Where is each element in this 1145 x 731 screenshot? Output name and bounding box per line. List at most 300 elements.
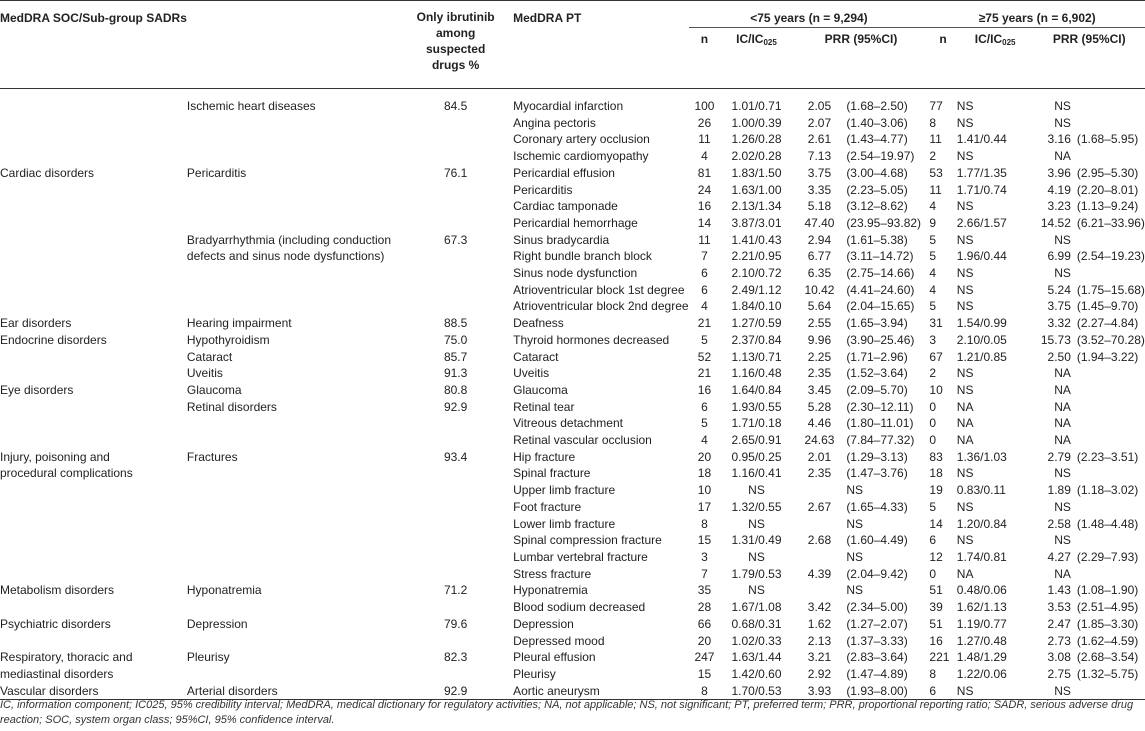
table-row: [0, 399, 1145, 416]
pt-cell: Sinus node dysfunction: [513, 266, 638, 281]
subgroup-cell: Pleurisy: [186, 650, 230, 665]
subgroup-cell: [187, 516, 410, 533]
soc-cell: [0, 415, 187, 432]
prr-old-cell: NA: [1054, 416, 1071, 431]
ci-young-cell: (2.23–5.05): [846, 182, 908, 197]
ic-young-cell: 2.49/1.12: [731, 282, 782, 297]
pt-cell: Cardiac tamponade: [513, 199, 618, 214]
ci-young-cell: NS: [846, 483, 863, 498]
n-old-cell: 12: [929, 549, 943, 564]
ic-old-cell: 0.83/0.11: [956, 483, 1006, 498]
ci-young-cell: (3.00–4.68): [846, 165, 908, 180]
ic-young-cell: NS: [748, 583, 765, 598]
ci-old-cell: (2.51–4.95): [1076, 600, 1139, 615]
only-ibrutinib-cell: [410, 666, 501, 683]
ci-young-cell: (2.30–12.11): [846, 399, 914, 414]
ic-young-cell: 1.26/0.28: [731, 132, 782, 147]
soc-cell: [0, 131, 187, 148]
prr-young-cell: [793, 482, 847, 499]
ic-young-cell: 1.41/0.43: [731, 232, 782, 247]
only-ibrutinib-cell: [410, 182, 501, 199]
ci-old-cell: (1.45–9.70): [1076, 299, 1139, 314]
n-old-cell: 11: [929, 182, 942, 197]
table-row: [0, 148, 1145, 165]
pt-cell: Angina pectoris: [513, 115, 596, 130]
ci-old-cell: (6.21–33.96): [1076, 215, 1145, 230]
prr-young-cell: 10.42: [804, 282, 835, 297]
n-old-cell: 39: [929, 600, 943, 615]
pt-cell: Vitreous detachment: [513, 416, 623, 431]
prr-young-cell: 47.40: [804, 215, 835, 230]
ic-young-cell: NS: [748, 483, 765, 498]
n-old-cell: 10: [929, 382, 943, 397]
ic-old-cell: NA: [956, 416, 974, 431]
subgroup-cell: Hearing impairment: [186, 316, 292, 331]
ic-young-cell: 1.16/0.48: [731, 366, 782, 381]
ci-young-cell: (23.95–93.82): [846, 215, 922, 230]
pt-cell: Pleurisy: [513, 666, 556, 681]
ci-old-cell: (1.48–4.48): [1076, 516, 1139, 531]
soc-cell: [0, 98, 187, 115]
subgroup-cell: [187, 465, 410, 482]
ci-young-cell: (2.09–5.70): [846, 382, 908, 397]
subgroup-cell: defects and sinus node dysfunctions): [186, 249, 385, 264]
n-young-cell: 81: [697, 165, 712, 180]
n-old-cell: 5: [929, 232, 937, 247]
ci-old-cell: [1071, 465, 1145, 482]
n-old-cell: 51: [929, 616, 943, 631]
ic-old-cell: NA: [956, 433, 974, 448]
prr-young-cell: 6.35: [807, 266, 832, 281]
prr-old-cell: 2.50: [1047, 349, 1071, 364]
soc-cell: [0, 399, 187, 416]
ic-young-cell: 1.27/0.59: [731, 316, 782, 331]
ic-old-cell: 1.77/1.35: [956, 165, 1007, 180]
pt-cell: Depression: [513, 616, 574, 631]
n-old-cell: 2: [929, 366, 937, 381]
n-young-cell: 15: [697, 666, 712, 681]
ci-old-cell: (1.62–4.59): [1076, 633, 1139, 648]
soc-cell: [0, 633, 187, 650]
n-young-cell: 10: [697, 483, 712, 498]
ci-old-cell: (2.95–5.30): [1076, 165, 1139, 180]
ci-old-cell: (1.94–3.22): [1076, 349, 1139, 364]
pt-cell: Uveitis: [513, 366, 550, 381]
pt-cell: Foot fracture: [513, 499, 582, 514]
pt-cell: Retinal vascular occlusion: [513, 433, 652, 448]
ic-young-cell: 1.64/0.84: [731, 382, 782, 397]
only-ibrutinib-cell: [410, 415, 501, 432]
ic-old-cell: NS: [956, 282, 974, 297]
ci-old-cell: (1.32–5.75): [1076, 666, 1139, 681]
n-old-cell: 6: [929, 683, 937, 698]
ic-old-cell: 1.71/0.74: [956, 182, 1007, 197]
prr-old-cell: 1.43: [1047, 583, 1071, 598]
soc-cell: Injury, poisoning and: [0, 449, 110, 464]
ci-young-cell: (1.27–2.07): [846, 616, 908, 631]
prr-young-cell: 7.13: [807, 149, 832, 164]
only-ibrutinib-cell: [410, 549, 501, 566]
subgroup-cell: [187, 265, 410, 282]
soc-cell: Psychiatric disorders: [0, 616, 111, 631]
only-ibrutinib-cell: [410, 198, 501, 215]
ic-young-cell: 1.13/0.71: [731, 349, 782, 364]
subgroup-cell: Ischemic heart diseases: [186, 99, 316, 113]
prr-old-cell: 3.53: [1047, 600, 1071, 615]
ic-young-cell: 1.70/0.53: [731, 683, 782, 698]
only-ibrutinib-cell: [410, 499, 501, 516]
ci-young-cell: (1.80–11.01): [846, 416, 914, 431]
ci-old-cell: (1.13–9.24): [1076, 199, 1139, 214]
pt-cell: Lower limb fracture: [513, 516, 616, 531]
prr-old-cell: 4.19: [1047, 182, 1071, 197]
subgroup-cell: Bradyarrhythmia (including conduction: [186, 232, 391, 247]
pt-cell: Upper limb fracture: [513, 483, 616, 498]
header-ic-old-main: IC/IC: [974, 32, 1003, 46]
table-row: [0, 633, 1145, 650]
only-ibrutinib-cell: 85.7: [443, 349, 468, 364]
only-ibrutinib-cell: 75.0: [443, 332, 468, 347]
only-ibrutinib-cell: 93.4: [443, 449, 468, 464]
only-ibrutinib-cell: [410, 516, 501, 533]
ci-old-cell: [1071, 232, 1145, 249]
ci-young-cell: (1.29–3.13): [846, 449, 908, 464]
ic-young-cell: 1.79/0.53: [731, 566, 782, 581]
ic-old-cell: 1.54/0.99: [956, 316, 1007, 331]
ic-old-cell: 0.48/0.06: [956, 583, 1007, 598]
table-row: [0, 532, 1145, 549]
prr-old-cell: NS: [1054, 499, 1071, 514]
ic-young-cell: 1.71/0.18: [731, 416, 782, 431]
n-young-cell: 26: [697, 115, 712, 130]
ci-young-cell: (1.37–3.33): [846, 633, 908, 648]
soc-cell: [0, 215, 187, 232]
table-row: [0, 566, 1145, 583]
pt-cell: Pericardial effusion: [513, 165, 615, 180]
prr-young-cell: 2.94: [807, 232, 832, 247]
n-old-cell: 8: [929, 115, 937, 130]
header-n-old: n: [939, 32, 947, 46]
prr-old-cell: 2.79: [1047, 449, 1071, 464]
n-old-cell: 3: [929, 332, 937, 347]
ic-young-cell: 1.63/1.00: [731, 182, 782, 197]
pt-cell: Hyponatremia: [513, 583, 588, 598]
n-old-cell: 5: [929, 249, 937, 264]
soc-cell: Cardiac disorders: [0, 165, 95, 180]
n-young-cell: 100: [694, 99, 715, 113]
table-row: [0, 549, 1145, 566]
prr-young-cell: 24.63: [804, 433, 835, 448]
subgroup-cell: [187, 182, 410, 199]
n-old-cell: 14: [929, 516, 943, 531]
prr-old-cell: NS: [1054, 232, 1071, 247]
n-young-cell: 16: [697, 199, 712, 214]
table-row: [0, 182, 1145, 199]
ic-old-cell: 1.62/1.13: [956, 600, 1007, 615]
ci-old-cell: [1071, 566, 1145, 583]
only-ibrutinib-cell: 91.3: [443, 366, 468, 381]
prr-old-cell: NA: [1054, 433, 1071, 448]
table-row: [0, 215, 1145, 232]
n-young-cell: 15: [697, 533, 712, 548]
pt-cell: Deafness: [513, 316, 564, 331]
n-young-cell: 21: [697, 366, 712, 381]
pt-cell: Stress fracture: [513, 566, 592, 581]
prr-old-cell: NS: [1054, 466, 1071, 481]
prr-old-cell: NS: [1054, 683, 1071, 698]
pt-cell: Atrioventricular block 1st degree: [513, 282, 685, 297]
n-old-cell: 4: [929, 266, 937, 281]
prr-old-cell: NA: [1054, 382, 1071, 397]
ci-old-cell: (2.20–8.01): [1076, 182, 1139, 197]
only-ibrutinib-cell: [410, 532, 501, 549]
n-young-cell: 16: [697, 382, 712, 397]
table-row: [0, 349, 1145, 366]
prr-young-cell: 2.92: [807, 666, 832, 681]
ci-young-cell: (2.54–19.97): [846, 149, 915, 164]
ci-old-cell: (3.52–70.28): [1076, 332, 1145, 347]
ic-old-cell: NS: [956, 115, 974, 130]
n-young-cell: 14: [697, 215, 712, 230]
n-young-cell: 4: [701, 299, 708, 314]
ic-old-cell: 1.41/0.44: [956, 132, 1007, 147]
prr-old-cell: 6.99: [1047, 249, 1071, 264]
ci-old-cell: [1071, 265, 1145, 282]
ic-young-cell: 1.67/1.08: [731, 600, 782, 615]
ci-young-cell: NS: [846, 549, 863, 564]
pt-cell: Sinus bradycardia: [513, 232, 610, 247]
prr-young-cell: 3.21: [807, 650, 832, 665]
n-old-cell: 221: [929, 650, 950, 665]
prr-young-cell: 2.07: [807, 115, 832, 130]
soc-cell: [0, 232, 187, 249]
prr-old-cell: 1.89: [1047, 483, 1071, 498]
ic-young-cell: 1.42/0.60: [731, 666, 782, 681]
table-row: [0, 265, 1145, 282]
only-ibrutinib-cell: 84.5: [443, 99, 468, 113]
n-young-cell: 4: [701, 149, 708, 164]
ci-young-cell: (2.34–5.00): [846, 600, 908, 615]
subgroup-cell: Fractures: [186, 449, 238, 464]
ic-old-cell: NS: [956, 266, 974, 281]
ci-young-cell: (7.84–77.32): [846, 433, 915, 448]
prr-young-cell: [793, 582, 847, 599]
prr-old-cell: NA: [1054, 566, 1071, 581]
n-old-cell: 0: [929, 416, 937, 431]
ic-old-cell: 1.48/1.29: [956, 650, 1007, 665]
prr-old-cell: NA: [1054, 366, 1071, 381]
only-ibrutinib-cell: [410, 633, 501, 650]
only-ibrutinib-cell: [410, 115, 501, 132]
table-row: [0, 282, 1145, 299]
subgroup-cell: [187, 599, 410, 616]
table-row: [0, 666, 1145, 683]
pt-cell: Hip fracture: [513, 449, 576, 464]
prr-young-cell: 1.62: [807, 616, 832, 631]
n-young-cell: 8: [701, 516, 708, 531]
prr-old-cell: 14.52: [1040, 215, 1071, 230]
soc-cell: [0, 516, 187, 533]
ci-old-cell: [1071, 365, 1145, 382]
ci-old-cell: (2.29–7.93): [1076, 549, 1139, 564]
n-old-cell: 83: [929, 449, 943, 464]
ci-young-cell: (3.12–8.62): [846, 199, 908, 214]
pt-cell: Atrioventricular block 2nd degree: [513, 299, 689, 314]
table-row: [0, 616, 1145, 633]
only-ibrutinib-cell: [410, 265, 501, 282]
only-ibrutinib-cell: [410, 248, 501, 265]
soc-cell: [0, 499, 187, 516]
only-ibrutinib-cell: [410, 148, 501, 165]
prr-old-cell: 3.32: [1047, 316, 1071, 331]
table-row: [0, 98, 1145, 115]
prr-old-cell: 2.47: [1047, 616, 1071, 631]
soc-cell: procedural complications: [0, 466, 133, 481]
soc-cell: Respiratory, thoracic and: [0, 650, 133, 665]
table-row: [0, 649, 1145, 666]
soc-cell: [0, 182, 187, 199]
subgroup-cell: [187, 549, 410, 566]
ic-old-cell: NS: [956, 382, 974, 397]
n-old-cell: 2: [929, 149, 937, 164]
pt-cell: Pericarditis: [513, 182, 573, 197]
only-ibrutinib-cell: 67.3: [443, 232, 468, 247]
n-young-cell: 52: [697, 349, 712, 364]
n-young-cell: 7: [701, 566, 708, 581]
pt-cell: Pericardial hemorrhage: [513, 215, 638, 230]
table-row: [0, 115, 1145, 132]
prr-old-cell: 2.75: [1047, 666, 1071, 681]
table-row: [0, 298, 1145, 315]
table-footnote: IC, information component; IC025, 95% credibility interval; MedDRA, medical dictionary for regulatory activities; NA, not applicable; NS, not significant; PT, preferred term; PRR, proportional reporting ratio; SADR, serious adverse drug reaction; SOC, system organ class; 95%CI, 95% confidence interval.: [0, 699, 1134, 726]
only-ibrutinib-cell: 88.5: [443, 316, 468, 331]
ic-young-cell: 1.83/1.50: [731, 165, 782, 180]
subgroup-cell: [187, 482, 410, 499]
ci-young-cell: (3.11–14.72): [846, 249, 914, 264]
n-old-cell: 31: [929, 316, 943, 331]
subgroup-cell: Hypothyroidism: [186, 332, 270, 347]
n-old-cell: 11: [929, 132, 942, 147]
soc-cell: [0, 115, 187, 132]
soc-cell: Vascular disorders: [0, 683, 99, 698]
table-row: [0, 198, 1145, 215]
ci-old-cell: (1.08–1.90): [1076, 583, 1139, 598]
table-row: [0, 465, 1145, 482]
n-old-cell: 16: [929, 633, 943, 648]
header-spacer: [957, 52, 1034, 89]
pt-cell: Spinal fracture: [513, 466, 591, 481]
pt-cell: Ischemic cardiomyopathy: [513, 149, 649, 164]
ci-young-cell: (1.65–3.94): [846, 316, 908, 331]
ci-young-cell: (3.90–25.46): [846, 332, 915, 347]
ic-young-cell: 2.02/0.28: [731, 149, 782, 164]
ic-old-cell: NS: [956, 366, 974, 381]
ic-young-cell: 1.02/0.33: [731, 633, 782, 648]
prr-old-cell: NS: [1054, 533, 1071, 548]
n-old-cell: 6: [929, 533, 937, 548]
pt-cell: Retinal tear: [513, 399, 575, 414]
soc-cell: [0, 532, 187, 549]
ci-old-cell: [1071, 532, 1145, 549]
prr-young-cell: 9.96: [807, 332, 832, 347]
ic-young-cell: 0.95/0.25: [731, 449, 782, 464]
only-ibrutinib-cell: 76.1: [443, 165, 468, 180]
n-young-cell: 28: [697, 600, 712, 615]
table-row: [0, 165, 1145, 182]
ci-old-cell: (1.18–3.02): [1076, 483, 1139, 498]
n-old-cell: 19: [929, 483, 943, 498]
header-ic-old-sub: 025: [1002, 38, 1016, 47]
only-ibrutinib-cell: 92.9: [443, 683, 468, 698]
prr-young-cell: 3.45: [807, 382, 832, 397]
prr-young-cell: [793, 549, 847, 566]
ci-young-cell: (1.40–3.06): [846, 115, 908, 130]
ic-young-cell: 1.63/1.44: [731, 650, 782, 665]
ci-young-cell: (1.47–4.89): [846, 666, 908, 681]
ci-old-cell: (2.23–3.51): [1076, 449, 1139, 464]
soc-cell: Endocrine disorders: [0, 332, 107, 347]
header-spacer: [929, 52, 956, 89]
soc-cell: Eye disorders: [0, 382, 74, 397]
ci-young-cell: NS: [846, 583, 863, 598]
prr-old-cell: 3.08: [1047, 650, 1071, 665]
n-old-cell: 0: [929, 399, 937, 414]
n-young-cell: 8: [701, 683, 708, 698]
ic-old-cell: NA: [956, 566, 974, 581]
subgroup-cell: [187, 532, 410, 549]
prr-young-cell: 2.05: [807, 99, 832, 113]
table-row: [0, 482, 1145, 499]
n-young-cell: 247: [694, 650, 715, 665]
subgroup-cell: [187, 282, 410, 299]
soc-cell: [0, 148, 187, 165]
soc-cell: [0, 282, 187, 299]
soc-cell: [0, 298, 187, 315]
soc-cell: [0, 365, 187, 382]
subgroup-cell: [187, 198, 410, 215]
ci-old-cell: [1071, 115, 1145, 132]
pt-cell: Spinal compression fracture: [513, 533, 662, 548]
ci-old-cell: (1.68–5.95): [1076, 132, 1139, 147]
n-young-cell: 24: [697, 182, 712, 197]
header-ic-young: [720, 28, 792, 53]
header-group-75-plus: ≥75 years (n = 6,902): [929, 1, 1145, 28]
ic-young-cell: 2.10/0.72: [731, 266, 782, 281]
spacer-cell: [0, 89, 1145, 99]
table-row: [0, 499, 1145, 516]
only-ibrutinib-cell: [410, 566, 501, 583]
header-ic-old: [957, 28, 1034, 53]
header-spacer: [689, 52, 721, 89]
pt-cell: Lumbar vertebral fracture: [513, 549, 648, 564]
only-ibrutinib-cell: 82.3: [443, 650, 468, 665]
soc-cell: [0, 265, 187, 282]
n-old-cell: 77: [929, 99, 943, 113]
ci-young-cell: (4.41–24.60): [846, 282, 915, 297]
header-spacer: [793, 52, 930, 89]
only-ibrutinib-cell: [410, 215, 501, 232]
soc-cell: Metabolism disorders: [0, 583, 115, 598]
only-ibrutinib-cell: [410, 282, 501, 299]
soc-cell: [0, 482, 187, 499]
table-row: [0, 516, 1145, 533]
table-body: [0, 89, 1145, 700]
ic-young-cell: 1.31/0.49: [731, 533, 782, 548]
pt-cell: Myocardial infarction: [513, 99, 624, 113]
only-ibrutinib-cell: [410, 298, 501, 315]
header-prr-old: PRR (95%CI): [1052, 32, 1126, 46]
subgroup-cell: [187, 666, 410, 683]
